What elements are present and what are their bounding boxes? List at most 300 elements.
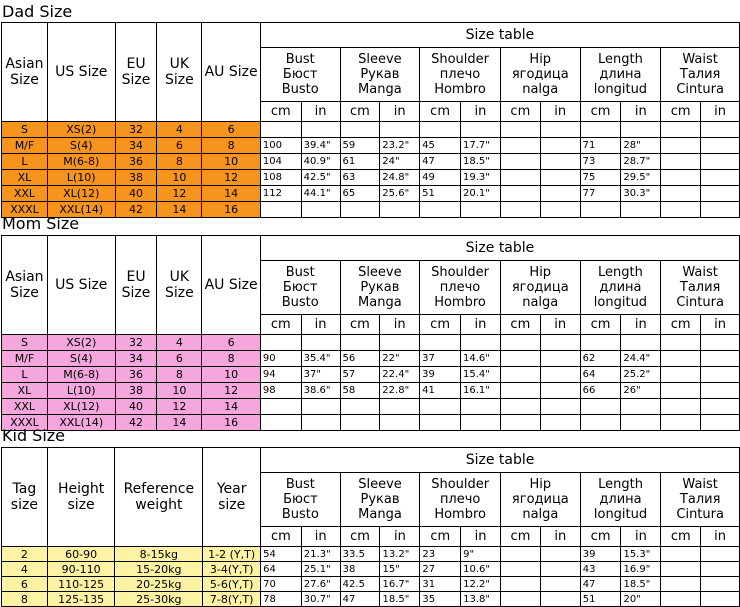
dad-unit-cm: cm [340, 102, 380, 122]
dad-measure-cell: 51 [420, 186, 461, 202]
mom-size-cell: L [2, 367, 48, 383]
kid-measure-cell: 18.5" [380, 592, 420, 607]
kid-measure-cell [661, 592, 701, 607]
dad-measure-header-2 [420, 48, 501, 102]
mom-measure-cell: 35.4" [301, 351, 340, 367]
mom-unit-in: in [301, 315, 340, 335]
mom-measure-header-0 [260, 261, 340, 315]
dad-unit-cm: cm [661, 102, 701, 122]
mom-measure-cell: 62 [580, 351, 621, 367]
kid-size-cell: 8 [2, 592, 48, 607]
mom-measure-label: Hip [529, 265, 552, 280]
dad-measure-cell [661, 154, 701, 170]
mom-unit-in: in [540, 315, 580, 335]
dad-measure-label: ягодица [511, 67, 569, 82]
kid-measure-cell: 15" [380, 562, 420, 577]
mom-measure-cell [500, 367, 540, 383]
dad-measure-cell: 20.1" [460, 186, 500, 202]
dad-measure-header-4 [580, 48, 661, 102]
mom-measure-cell [260, 415, 301, 431]
kid-measure-cell: 13.8" [461, 592, 501, 607]
kid-measure-label: длина [599, 492, 642, 507]
mom-measure-cell [701, 383, 740, 399]
dad-table [1, 22, 740, 218]
mom-measure-cell [301, 335, 340, 351]
mom-measure-header-5 [661, 261, 740, 315]
kid-header-col-1: Height size [47, 448, 115, 547]
dad-size-cell: 42 [115, 202, 157, 218]
dad-measure-cell: 18.5" [460, 154, 500, 170]
mom-unit-cm: cm [580, 315, 621, 335]
dad-measure-cell [701, 154, 740, 170]
kid-size-cell: 125-135 [47, 592, 115, 607]
dad-measure-label: longitud [593, 82, 648, 97]
dad-measure-cell: 42.5" [301, 170, 340, 186]
mom-size-cell: XL [2, 383, 48, 399]
mom-size-cell: XS(2) [47, 335, 115, 351]
kid-unit-cm: cm [420, 527, 461, 547]
dad-size-cell: L(10) [47, 170, 115, 186]
mom-header-col-2: EU Size [115, 236, 157, 335]
dad-measure-label: Талия [679, 67, 721, 82]
dad-measure-header-3 [500, 48, 580, 102]
mom-measure-label: Hombro [434, 295, 486, 310]
mom-size-cell: 10 [157, 383, 202, 399]
dad-unit-in: in [301, 102, 340, 122]
dad-measure-cell: 47 [420, 154, 461, 170]
kid-table-row [2, 592, 740, 607]
mom-header-col-3: UK Size [157, 236, 202, 335]
mom-measure-cell [420, 415, 461, 431]
mom-size-cell: 8 [157, 367, 202, 383]
dad-unit-cm: cm [420, 102, 461, 122]
mom-measure-label: Waist [682, 265, 718, 280]
dad-measure-cell: 59 [340, 138, 380, 154]
kid-measure-cell [701, 547, 740, 562]
mom-size-cell: S [2, 335, 48, 351]
dad-measure-cell: 28.7" [621, 154, 661, 170]
dad-measure-label: Busto [281, 82, 319, 97]
kid-size-cell: 2 [2, 547, 48, 562]
mom-measure-cell [420, 335, 461, 351]
kid-measure-cell: 47 [580, 577, 621, 592]
dad-measure-cell [420, 122, 461, 138]
mom-measure-cell: 22.4" [380, 367, 420, 383]
kid-measure-cell: 16.9" [621, 562, 661, 577]
kid-measure-header-2 [420, 473, 501, 527]
mom-size-cell: 14 [157, 415, 202, 431]
mom-measure-label: длина [599, 280, 642, 295]
dad-size-cell: 4 [157, 122, 202, 138]
kid-size-cell: 110-125 [47, 577, 115, 592]
dad-measure-cell [701, 138, 740, 154]
dad-table-row [2, 186, 740, 202]
mom-measure-cell [460, 335, 500, 351]
dad-measure-cell: 104 [260, 154, 301, 170]
mom-measure-header-2 [420, 261, 501, 315]
kid-measure-cell: 70 [261, 577, 302, 592]
kid-measure-cell: 39 [580, 547, 621, 562]
mom-measure-cell: 57 [340, 367, 380, 383]
dad-unit-in: in [621, 102, 661, 122]
mom-measure-cell [580, 399, 621, 415]
dad-size-cell: 12 [202, 170, 261, 186]
mom-measure-cell [340, 415, 380, 431]
kid-size-cell: 3-4(Y,T) [203, 562, 261, 577]
dad-measure-cell [500, 202, 540, 218]
mom-measure-label: nalga [522, 295, 559, 310]
mom-measure-cell: 26" [621, 383, 661, 399]
dad-size-cell: 6 [202, 122, 261, 138]
dad-measure-cell: 63 [340, 170, 380, 186]
dad-measure-cell [500, 186, 540, 202]
mom-measure-label: Manga [358, 295, 402, 310]
dad-measure-cell [301, 202, 340, 218]
mom-measure-label: ягодица [511, 280, 569, 295]
dad-measure-label: Length [598, 52, 643, 67]
mom-measure-cell: 39 [420, 367, 461, 383]
dad-measure-label: плечо [439, 67, 481, 82]
dad-measure-cell [540, 170, 580, 186]
kid-measure-cell: 18.5" [621, 577, 661, 592]
kid-size-cell: 5-6(Y,T) [203, 577, 261, 592]
mom-measure-cell: 22" [380, 351, 420, 367]
mom-size-cell: 38 [115, 383, 157, 399]
kid-measure-label: Shoulder [431, 477, 490, 492]
dad-measure-cell: 40.9" [301, 154, 340, 170]
kid-size-cell: 20-25kg [115, 577, 203, 592]
kid-measure-cell [540, 547, 580, 562]
mom-size-cell: 32 [115, 335, 157, 351]
dad-measure-cell [580, 122, 621, 138]
mom-measure-header-4 [580, 261, 661, 315]
dad-size-cell: 10 [157, 170, 202, 186]
dad-measure-cell: 49 [420, 170, 461, 186]
mom-measure-cell [701, 351, 740, 367]
kid-size-cell: 15-20kg [115, 562, 203, 577]
kid-measure-label: Hip [529, 477, 552, 492]
mom-measure-cell [460, 399, 500, 415]
dad-measure-label: Sleeve [358, 52, 402, 67]
kid-measure-cell: 20" [621, 592, 661, 607]
mom-measure-cell: 16.1" [460, 383, 500, 399]
kid-measure-cell: 47 [340, 592, 380, 607]
mom-measure-cell [621, 415, 661, 431]
mom-size-cell: XXL [2, 399, 48, 415]
dad-size-cell: 36 [115, 154, 157, 170]
mom-measure-cell [701, 399, 740, 415]
dad-measure-cell [621, 202, 661, 218]
kid-measure-header-1 [340, 473, 420, 527]
mom-measure-cell [540, 351, 580, 367]
dad-size-cell: 14 [202, 186, 261, 202]
mom-table [1, 235, 740, 431]
mom-measure-cell [661, 367, 701, 383]
dad-unit-in: in [701, 102, 740, 122]
dad-size-cell: 38 [115, 170, 157, 186]
dad-measure-label: nalga [522, 82, 559, 97]
dad-measure-cell: 25.6" [380, 186, 420, 202]
kid-measure-cell: 38 [340, 562, 380, 577]
mom-size-cell: 8 [202, 351, 261, 367]
mom-measure-cell: 37" [301, 367, 340, 383]
dad-size-cell: 34 [115, 138, 157, 154]
kid-measure-label: Бюст [283, 492, 318, 507]
kid-measure-header-3 [501, 473, 581, 527]
kid-measure-label: Length [598, 477, 643, 492]
mom-measure-cell: 22.8" [380, 383, 420, 399]
mom-measure-label: Busto [281, 295, 319, 310]
mom-unit-cm: cm [500, 315, 540, 335]
dad-measure-cell [260, 202, 301, 218]
mom-measure-cell: 24.4" [621, 351, 661, 367]
kid-size-table-label: Size table [261, 448, 740, 473]
dad-measure-cell: 24" [380, 154, 420, 170]
kid-measure-cell: 21.3" [301, 547, 340, 562]
kid-measure-header-4 [580, 473, 661, 527]
dad-size-cell: 8 [202, 138, 261, 154]
mom-measure-cell [340, 335, 380, 351]
dad-size-cell: XXL [2, 186, 48, 202]
mom-measure-cell [380, 399, 420, 415]
kid-size-cell: 4 [2, 562, 48, 577]
dad-measure-cell [621, 122, 661, 138]
dad-section-title: Dad Size [2, 2, 73, 21]
mom-measure-cell [260, 399, 301, 415]
dad-size-cell: S [2, 122, 48, 138]
mom-measure-label: longitud [593, 295, 648, 310]
mom-measure-cell: 98 [260, 383, 301, 399]
dad-measure-cell: 44.1" [301, 186, 340, 202]
dad-measure-label: Manga [358, 82, 402, 97]
mom-table-row [2, 335, 740, 351]
kid-measure-cell [540, 577, 580, 592]
kid-unit-cm: cm [661, 527, 701, 547]
kid-measure-cell: 12.2" [461, 577, 501, 592]
dad-measure-cell: 29.5" [621, 170, 661, 186]
kid-measure-cell [661, 562, 701, 577]
dad-size-cell: 6 [157, 138, 202, 154]
mom-table-row [2, 415, 740, 431]
mom-measure-label: Length [598, 265, 643, 280]
dad-header-col-1: US Size [47, 23, 115, 122]
mom-size-cell: S(4) [47, 351, 115, 367]
kid-measure-cell [540, 592, 580, 607]
kid-unit-cm: cm [501, 527, 541, 547]
dad-measure-cell [540, 122, 580, 138]
kid-measure-cell: 78 [261, 592, 302, 607]
kid-unit-in: in [461, 527, 501, 547]
dad-unit-cm: cm [500, 102, 540, 122]
mom-header-col-0: Asian Size [2, 236, 48, 335]
dad-measure-cell [500, 170, 540, 186]
kid-measure-label: Bust [285, 477, 315, 492]
mom-measure-cell: 58 [340, 383, 380, 399]
mom-measure-cell: 94 [260, 367, 301, 383]
kid-size-cell: 90-110 [47, 562, 115, 577]
kid-measure-cell: 30.7" [301, 592, 340, 607]
kid-unit-in: in [380, 527, 420, 547]
dad-header-col-2: EU Size [115, 23, 157, 122]
dad-measure-cell [460, 202, 500, 218]
mom-measure-cell: 90 [260, 351, 301, 367]
dad-measure-cell [701, 122, 740, 138]
dad-header-col-0: Asian Size [2, 23, 48, 122]
dad-measure-cell [661, 138, 701, 154]
mom-measure-cell: 15.4" [460, 367, 500, 383]
dad-size-cell: 14 [157, 202, 202, 218]
kid-measure-cell: 27.6" [301, 577, 340, 592]
mom-measure-cell [420, 399, 461, 415]
kid-measure-label: Waist [682, 477, 718, 492]
dad-measure-cell [500, 138, 540, 154]
mom-measure-cell [701, 367, 740, 383]
kid-measure-cell [501, 577, 541, 592]
dad-measure-label: Рукав [360, 67, 400, 82]
mom-unit-cm: cm [340, 315, 380, 335]
kid-measure-label: Busto [281, 507, 319, 522]
dad-measure-cell [540, 186, 580, 202]
mom-unit-in: in [380, 315, 420, 335]
dad-measure-cell: 39.4" [301, 138, 340, 154]
dad-measure-cell: 28" [621, 138, 661, 154]
kid-section-title: Kid Size [2, 426, 66, 445]
dad-measure-cell [460, 122, 500, 138]
kid-measure-cell: 13.2" [380, 547, 420, 562]
dad-measure-cell [340, 122, 380, 138]
kid-size-cell: 8-15kg [115, 547, 203, 562]
dad-measure-cell [661, 122, 701, 138]
mom-measure-cell [340, 399, 380, 415]
mom-measure-cell: 64 [580, 367, 621, 383]
dad-unit-cm: cm [260, 102, 301, 122]
mom-size-cell: 6 [157, 351, 202, 367]
dad-size-cell: XXXL [2, 202, 48, 218]
dad-measure-label: Waist [682, 52, 718, 67]
dad-measure-cell [661, 202, 701, 218]
kid-measure-header-5 [661, 473, 740, 527]
dad-size-cell: XS(2) [47, 122, 115, 138]
mom-measure-label: Sleeve [358, 265, 402, 280]
dad-size-cell: 16 [202, 202, 261, 218]
mom-section-title: Mom Size [2, 214, 80, 233]
dad-measure-cell: 73 [580, 154, 621, 170]
dad-measure-cell [661, 186, 701, 202]
mom-measure-cell [701, 335, 740, 351]
mom-measure-cell [540, 367, 580, 383]
kid-unit-cm: cm [261, 527, 302, 547]
mom-size-cell: 4 [157, 335, 202, 351]
dad-size-cell: 10 [202, 154, 261, 170]
dad-measure-cell [380, 202, 420, 218]
mom-size-table-label: Size table [260, 236, 739, 261]
dad-size-cell: S(4) [47, 138, 115, 154]
mom-measure-header-3 [500, 261, 580, 315]
mom-size-cell: 14 [202, 399, 261, 415]
dad-measure-cell: 23.2" [380, 138, 420, 154]
mom-measure-cell [500, 351, 540, 367]
kid-unit-in: in [701, 527, 740, 547]
kid-measure-cell: 35 [420, 592, 461, 607]
dad-measure-cell: 71 [580, 138, 621, 154]
kid-measure-cell [501, 592, 541, 607]
dad-measure-cell [701, 202, 740, 218]
mom-measure-label: Cintura [676, 295, 724, 310]
dad-size-cell: XL(12) [47, 186, 115, 202]
kid-measure-cell: 27 [420, 562, 461, 577]
mom-unit-in: in [621, 315, 661, 335]
dad-measure-cell [420, 202, 461, 218]
mom-size-cell: 6 [202, 335, 261, 351]
dad-measure-cell: 100 [260, 138, 301, 154]
mom-measure-cell [701, 415, 740, 431]
dad-measure-cell: 61 [340, 154, 380, 170]
dad-measure-label: Hombro [434, 82, 486, 97]
mom-measure-label: Бюст [282, 280, 318, 295]
mom-measure-cell: 66 [580, 383, 621, 399]
dad-header-col-3: UK Size [157, 23, 202, 122]
kid-measure-cell [661, 547, 701, 562]
kid-header-col-2: Reference weight [115, 448, 203, 547]
dad-measure-cell: 75 [580, 170, 621, 186]
dad-table-row [2, 202, 740, 218]
kid-measure-cell [540, 562, 580, 577]
dad-measure-cell: 65 [340, 186, 380, 202]
dad-size-cell: 40 [115, 186, 157, 202]
dad-measure-cell [580, 202, 621, 218]
dad-measure-cell [701, 170, 740, 186]
dad-unit-in: in [380, 102, 420, 122]
kid-measure-cell: 51 [580, 592, 621, 607]
dad-measure-cell [260, 122, 301, 138]
kid-unit-cm: cm [580, 527, 621, 547]
dad-unit-in: in [460, 102, 500, 122]
kid-measure-cell: 25.1" [301, 562, 340, 577]
kid-measure-header-0 [261, 473, 341, 527]
kid-measure-cell: 43 [580, 562, 621, 577]
kid-table-row [2, 547, 740, 562]
mom-measure-cell [580, 415, 621, 431]
dad-measure-cell: 112 [260, 186, 301, 202]
kid-size-cell: 60-90 [47, 547, 115, 562]
kid-measure-cell: 15.3" [621, 547, 661, 562]
mom-size-cell: 34 [115, 351, 157, 367]
dad-measure-cell [701, 186, 740, 202]
dad-measure-label: Shoulder [431, 52, 489, 67]
mom-measure-cell [460, 415, 500, 431]
kid-measure-cell: 10.6" [461, 562, 501, 577]
dad-measure-label: Bust [285, 52, 315, 67]
mom-table-row [2, 399, 740, 415]
dad-measure-cell: 108 [260, 170, 301, 186]
kid-measure-cell: 31 [420, 577, 461, 592]
mom-unit-cm: cm [260, 315, 301, 335]
mom-measure-cell: 38.6" [301, 383, 340, 399]
dad-size-cell: XXL(14) [47, 202, 115, 218]
mom-measure-cell [661, 335, 701, 351]
kid-measure-cell [501, 562, 541, 577]
dad-measure-cell [301, 122, 340, 138]
mom-measure-label: Рукав [360, 280, 400, 295]
mom-size-cell: 12 [157, 399, 202, 415]
dad-unit-in: in [540, 102, 580, 122]
dad-measure-header-1 [340, 48, 420, 102]
dad-measure-cell: 77 [580, 186, 621, 202]
kid-measure-label: Талия [679, 492, 721, 507]
mom-measure-cell [380, 335, 420, 351]
mom-measure-cell [380, 415, 420, 431]
mom-measure-cell: 14.6" [460, 351, 500, 367]
